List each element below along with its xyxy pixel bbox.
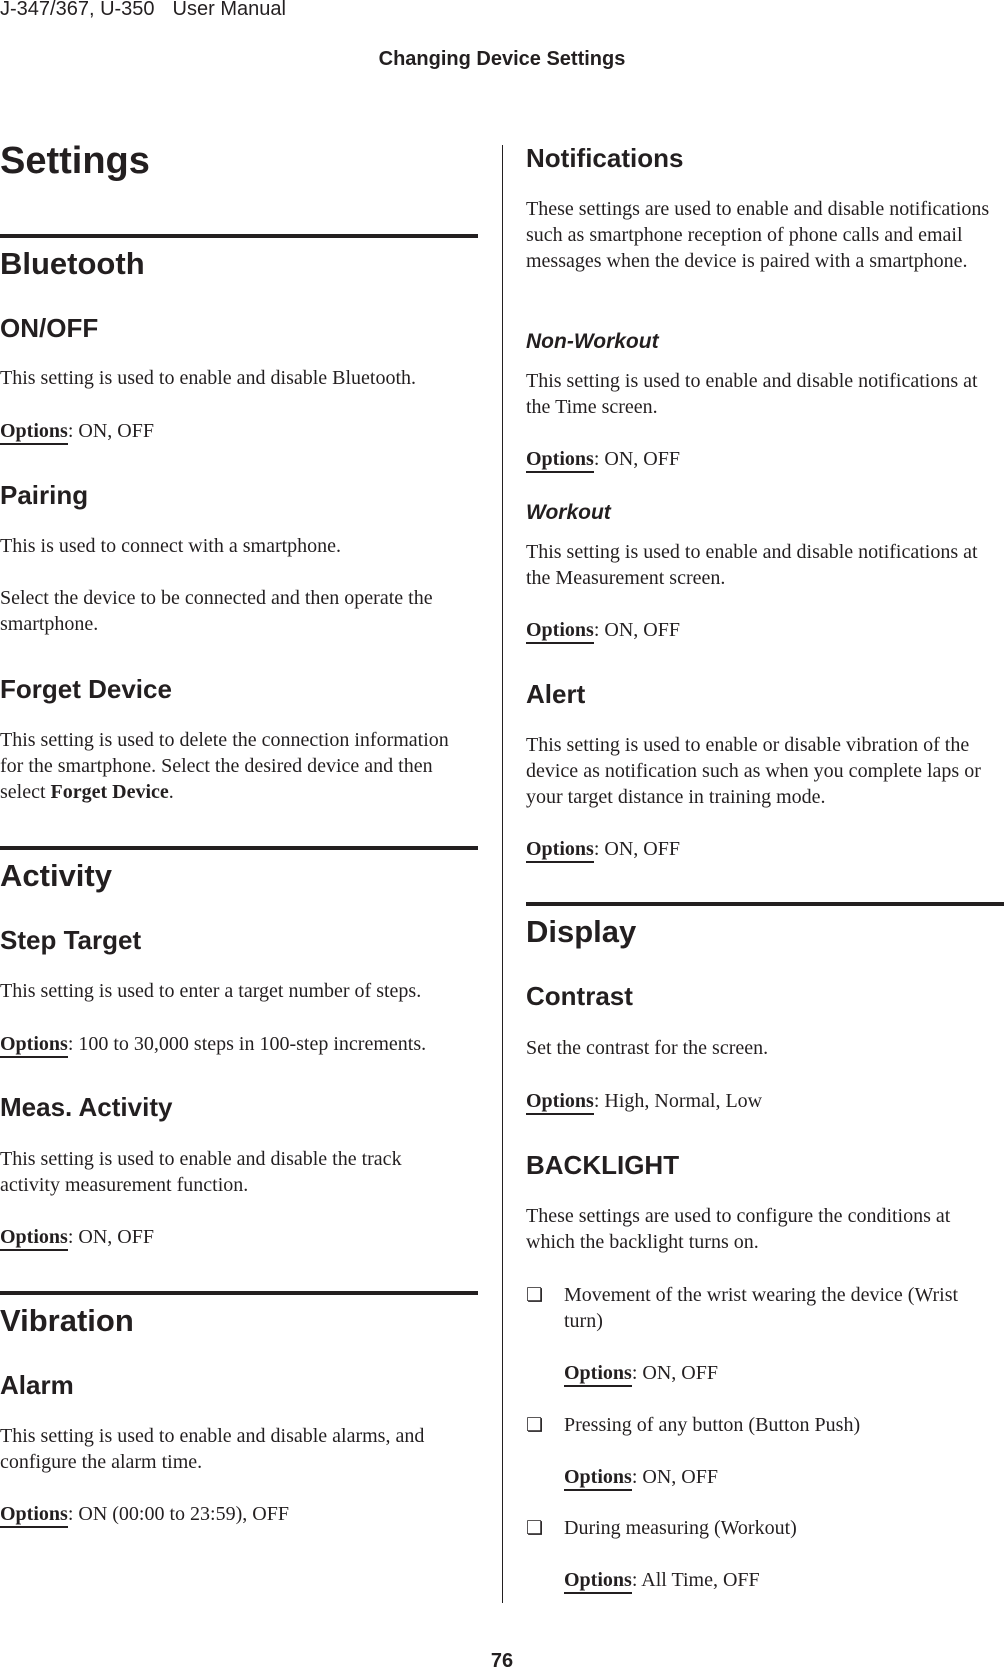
checkbox-bullet-icon: ❏ [526,1414,544,1436]
notifications-heading: Notifications [526,143,684,173]
options-value: : ON, OFF [67,420,154,442]
options-value: : ON, OFF [67,1226,154,1248]
pairing-text-2: Select the device to be connected and then operate the smartphone. [0,587,433,635]
page-title: Settings [0,140,150,182]
section-activity-heading: Activity [0,846,478,894]
options-label: Options [564,1362,632,1387]
options-value: : 100 to 30,000 steps in 100-step increments. [67,1033,427,1055]
backlight-heading: BACKLIGHT [526,1150,680,1180]
step-target-heading: Step Target [0,925,142,955]
alarm-text: This setting is used to enable and disable alarms, and configure the alarm time. [0,1425,425,1473]
non-workout-text: This setting is used to enable and disable notifications at the Time screen. [526,370,978,418]
alarm-heading: Alarm [0,1370,74,1400]
options-value: : ON, OFF [631,1466,718,1488]
non-workout-options [526,446,680,472]
options-label: Options [0,1226,68,1251]
section-display-heading: Display [526,902,1004,950]
workout-heading: Workout [526,501,611,524]
list-item-text: Pressing of any button (Button Push) [564,1414,861,1436]
options-value: : ON (00:00 to 23:59), OFF [67,1503,289,1525]
chapter-title: Changing Device Settings [378,48,626,70]
notifications-text: These settings are used to enable and disable notifications such as smartphone reception of phone calls and email messages when the device is paired with a smartphone. [526,198,990,272]
onoff-text: This setting is used to enable and disable Bluetooth. [0,367,417,389]
options-value: : High, Normal, Low [593,1090,763,1112]
backlight-list-item [526,1282,1001,1334]
forget-device-bold: Forget Device [50,781,169,803]
alert-heading: Alert [526,679,586,709]
pairing-heading: Pairing [0,480,89,510]
options-value: : ON, OFF [593,448,680,470]
options-label: Options [0,1033,68,1058]
workout-options [526,617,680,643]
backlight-list-item [526,1515,1001,1541]
manual-name: User Manual [172,0,286,20]
options-label: Options [526,619,594,644]
page-number: 76 [490,1650,514,1672]
onoff-options [0,418,154,444]
running-header [0,0,304,21]
list-item-text: Movement of the wrist wearing the device (Wrist turn) [564,1284,959,1332]
forget-device-text: This setting is used to delete the connection information for the smartphone. Select the desired device and then select Forget Device. [0,729,449,803]
backlight-text: These settings are used to configure the conditions at which the backlight turns on. [526,1205,951,1253]
forget-device-heading: Forget Device [0,674,172,704]
options-value: : All Time, OFF [631,1569,760,1591]
options-label: Options [526,838,594,863]
pairing-text-1: This is used to connect with a smartphone. [0,535,342,557]
onoff-heading: ON/OFF [0,313,99,343]
options-label: Options [0,1503,68,1528]
non-workout-heading: Non-Workout [526,330,659,353]
options-label: Options [526,1090,594,1115]
backlight-item-options [564,1360,718,1386]
alert-text: This setting is used to enable or disable vibration of the device as notification such as when you complete laps or your target distance in training mode. [526,734,981,808]
options-label: Options [564,1466,632,1491]
checkbox-bullet-icon: ❏ [526,1517,544,1539]
section-bluetooth-heading: Bluetooth [0,234,478,282]
meas-activity-options [0,1224,154,1250]
step-target-options [0,1031,478,1057]
section-vibration-heading: Vibration [0,1291,478,1339]
options-value: : ON, OFF [593,619,680,641]
list-item-text: During measuring (Workout) [564,1517,797,1539]
workout-text: This setting is used to enable and disable notifications at the Measurement screen. [526,541,978,589]
options-value: : ON, OFF [631,1362,718,1384]
options-label: Options [564,1569,632,1594]
backlight-list-item [526,1412,1001,1438]
options-label: Options [526,448,594,473]
checkbox-bullet-icon: ❏ [526,1284,544,1306]
options-label: Options [0,420,68,445]
contrast-options [526,1088,762,1114]
alert-options [526,836,680,862]
contrast-heading: Contrast [526,981,633,1011]
model-number: J-347/367, U-350 [0,0,155,20]
options-value: : ON, OFF [593,838,680,860]
meas-activity-text: This setting is used to enable and disable the track activity measurement function. [0,1148,402,1196]
contrast-text: Set the contrast for the screen. [526,1037,769,1059]
backlight-item-options [564,1464,718,1490]
meas-activity-heading: Meas. Activity [0,1092,173,1122]
backlight-item-options [564,1567,760,1593]
column-divider [502,145,503,1603]
alarm-options [0,1501,289,1527]
step-target-text: This setting is used to enter a target number of steps. [0,980,422,1002]
